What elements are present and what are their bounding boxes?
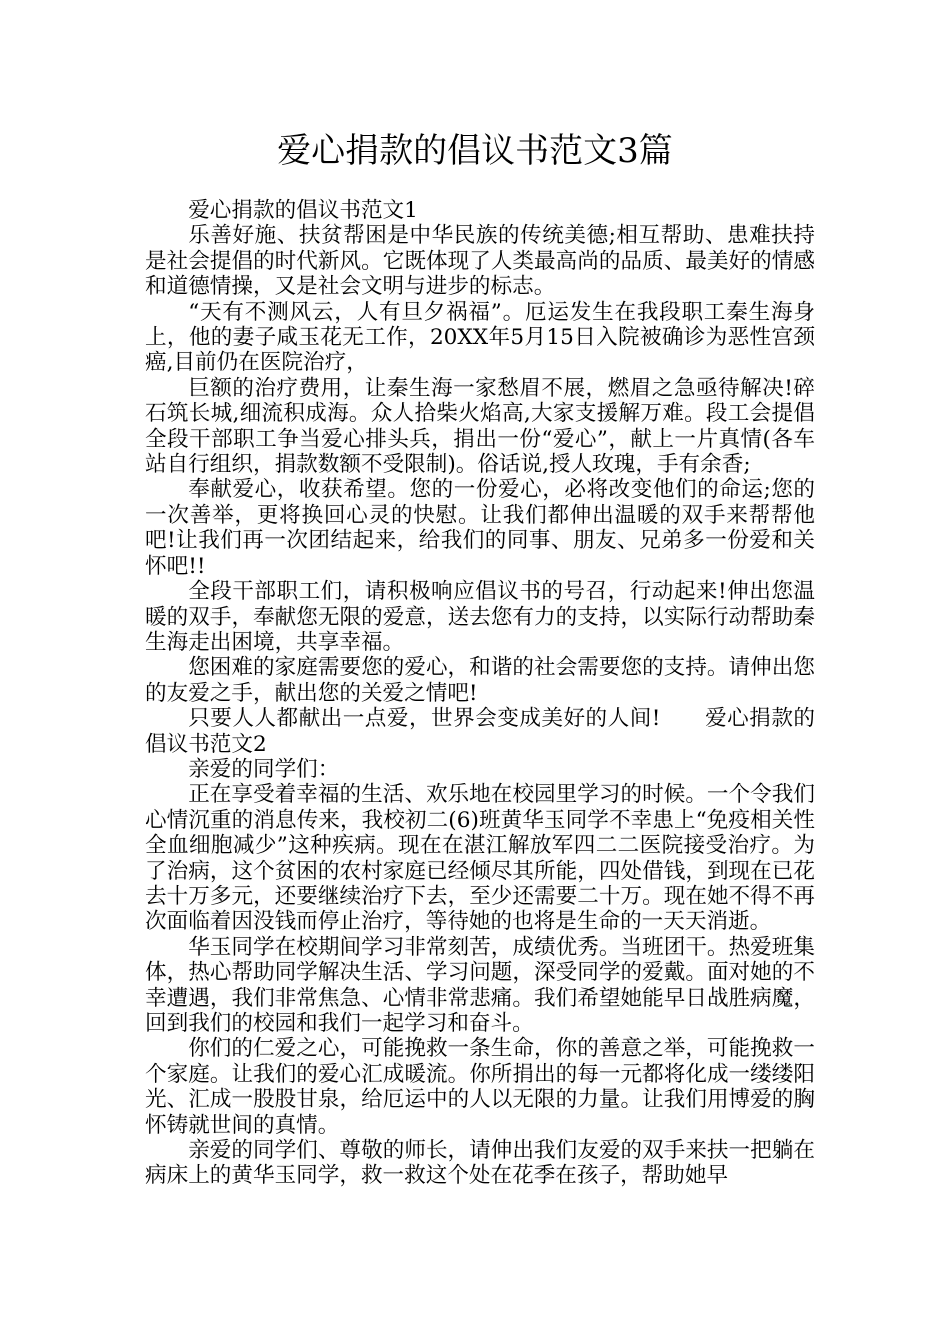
- document-title: 爱心捐款的倡议书范文3篇: [277, 131, 673, 171]
- paragraph: 您困难的家庭需要您的爱心，和谐的社会需要您的支持。请伸出您的友爱之手，献出您的关爱之情吧!: [145, 655, 815, 706]
- section-heading-1: 爱心捐款的倡议书范文1: [188, 198, 418, 223]
- paragraph: 全段干部职工们，请积极响应倡议书的号召，行动起来!伸出您温暖的双手，奉献您无限的爱意，送去您有力的支持，以实际行动帮助秦生海走出困境，共享幸福。: [145, 579, 815, 655]
- paragraph: 只要人人都献出一点爱，世界会变成美好的人间! 爱心捐款的倡议书范文2: [145, 706, 815, 757]
- paragraph: 乐善好施、扶贫帮困是中华民族的传统美德;相互帮助、患难扶持是社会提倡的时代新风。它既体现了人类最高尚的品质、最美好的情感和道德情操，又是社会文明与进步的标志。: [145, 223, 815, 300]
- paragraph: “天有不测风云，人有旦夕祸福”。厄运发生在我段职工秦生海身上，他的妻子咸玉花无工作，20XX年5月15日入院被确诊为恶性宫颈癌,目前仍在医院治疗，: [145, 299, 815, 376]
- paragraph: 亲爱的同学们、尊敬的师长，请伸出我们友爱的双手来扶一把躺在病床上的黄华玉同学，救一救这个处在花季在孩子，帮助她早: [145, 1138, 815, 1189]
- paragraph: 你们的仁爱之心，可能挽救一条生命，你的善意之举，可能挽救一个家庭。让我们的爱心汇成暖流。你所捐出的每一元都将化成一缕缕阳光、汇成一股股甘泉，给厄运中的人以无限的力量。让我们用博爱的胸怀铸就世间的真情。: [145, 1036, 815, 1138]
- paragraph: 华玉同学在校期间学习非常刻苦，成绩优秀。当班团干。热爱班集体，热心帮助同学解决生活、学习问题，深受同学的爱戴。面对她的不幸遭遇，我们非常焦急、心情非常悲痛。我们希望她能早日战胜病魔，回到我们的校园和我们一起学习和奋斗。: [145, 934, 815, 1036]
- paragraph: 正在享受着幸福的生活、欢乐地在校园里学习的时候。一个令我们心情沉重的消息传来，我校初二(6)班黄华玉同学不幸患上“免疫相关性全血细胞减少”这种疾病。现在在湛江解放军四二二医院接受治疗。为了治病，这个贫困的农村家庭已经倾尽其所能，四处借钱，到现在已花去十万多元，还要继续治疗下去，至少还需要二十万。现在她不得不再次面临着因没钱而停止治疗，等待她的也将是生命的一天天消逝。: [145, 782, 815, 935]
- salutation: 亲爱的同学们：: [188, 756, 340, 782]
- paragraph: 奉献爱心，收获希望。您的一份爱心，必将改变他们的命运;您的一次善举，更将换回心灵的快慰。让我们都伸出温暖的双手来帮帮他吧!让我们再一次团结起来，给我们的同事、朋友、兄弟多一份爱和关怀吧!!: [145, 477, 815, 579]
- document-body: [145, 198, 815, 1189]
- paragraph: 巨额的治疗费用，让秦生海一家愁眉不展，燃眉之急亟待解决!碎石筑长城,细流积成海。众人拾柴火焰高,大家支援解万难。段工会提倡全段干部职工争当爱心排头兵，捐出一份“爱心”，献上一片真情(各车站自行组织，捐款数额不受限制)。俗话说,授人玫瑰，手有余香;: [145, 375, 815, 478]
